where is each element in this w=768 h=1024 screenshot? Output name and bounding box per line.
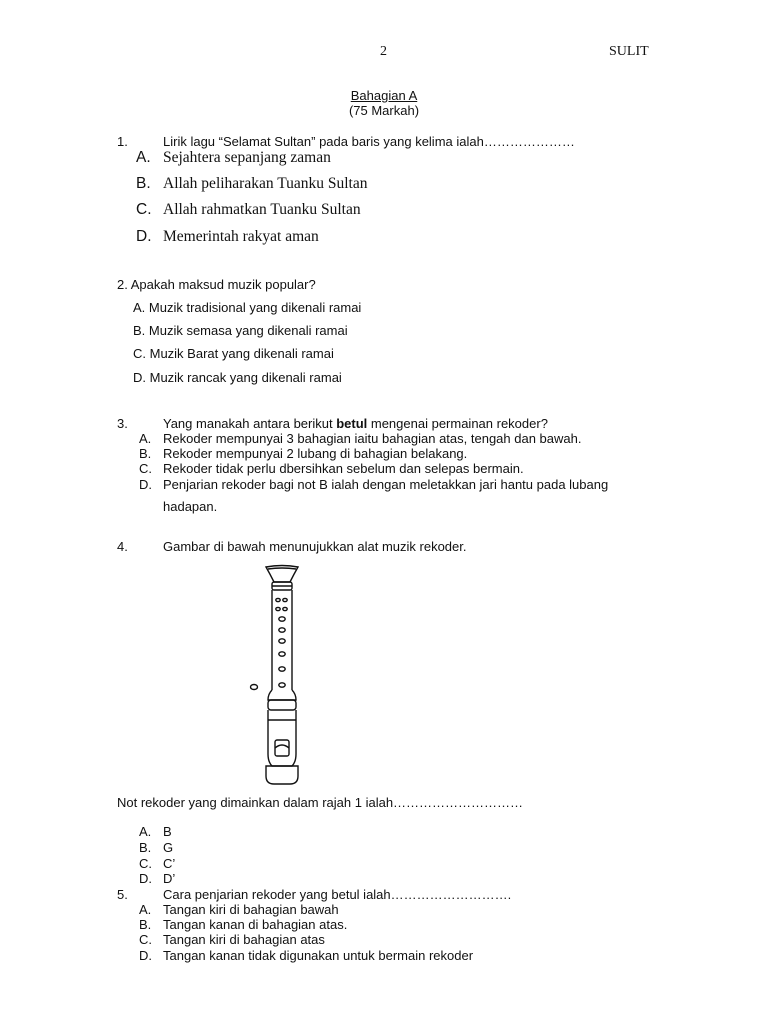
section-marks: (75 Markah): [348, 103, 420, 118]
q2-option-b: B. Muzik semasa yang dikenali ramai: [133, 323, 348, 338]
q4-option-d-letter: D.: [139, 871, 152, 886]
q2-option-a: A. Muzik tradisional yang dikenali ramai: [133, 300, 362, 315]
q3-option-b: Rekoder mempunyai 2 lubang di bahagian belakang.: [163, 446, 468, 461]
q4-option-c: C’: [163, 856, 176, 871]
q4-option-d: D’: [163, 871, 176, 886]
q4-option-b: G: [163, 840, 174, 855]
q5-text: Cara penjarian rekoder yang betul ialah……………………….: [163, 887, 512, 902]
recorder-illustration-icon: [244, 562, 314, 790]
q1-text: Lirik lagu “Selamat Sultan” pada baris yang kelima ialah…………………: [163, 134, 575, 149]
q5-number: 5.: [117, 887, 128, 902]
q1-option-c-letter: C.: [136, 201, 152, 218]
q1-option-c: Allah rahmatkan Tuanku Sultan: [163, 201, 361, 218]
q1-option-b-letter: B.: [136, 175, 151, 192]
q2-option-d: D. Muzik rancak yang dikenali ramai: [133, 370, 342, 385]
q3-number: 3.: [117, 416, 128, 431]
q5-option-d: Tangan kanan tidak digunakan untuk bermain rekoder: [163, 948, 474, 963]
q4-text: Gambar di bawah menunujukkan alat muzik rekoder.: [163, 539, 467, 554]
q1-number: 1.: [117, 134, 128, 149]
q4-number: 4.: [117, 539, 128, 554]
q5-option-b: Tangan kanan di bahagian atas.: [163, 917, 348, 932]
q5-option-a: Tangan kiri di bahagian bawah: [163, 902, 339, 917]
q3-bold-word: betul: [336, 416, 368, 431]
q3-option-c: Rekoder tidak perlu dbersihkan sebelum dan selepas bermain.: [163, 461, 524, 476]
q3-option-a: Rekoder mempunyai 3 bahagian iaitu bahagian atas, tengah dan bawah.: [163, 431, 582, 446]
q4-option-c-letter: C.: [139, 856, 152, 871]
q5-option-a-letter: A.: [139, 902, 152, 917]
q1-option-a-letter: A.: [136, 149, 151, 166]
classification-label: SULIT: [609, 44, 649, 59]
q5-option-d-letter: D.: [139, 948, 152, 963]
page-number: 2: [380, 44, 387, 59]
q3-option-a-letter: A.: [139, 431, 152, 446]
q1-option-d-letter: D.: [136, 228, 152, 245]
q5-option-c-letter: C.: [139, 932, 152, 947]
q3-option-d-continued: hadapan.: [163, 499, 218, 514]
q4-option-a: B: [163, 824, 172, 839]
q1-option-b: Allah peliharakan Tuanku Sultan: [163, 175, 368, 192]
q4-option-a-letter: A.: [139, 824, 152, 839]
q2-option-c: C. Muzik Barat yang dikenali ramai: [133, 346, 334, 361]
q3-text: Yang manakah antara berikut betul mengenai permainan rekoder?: [163, 416, 548, 431]
q3-option-d: Penjarian rekoder bagi not B ialah dengan meletakkan jari hantu pada lubang: [163, 477, 609, 492]
q1-option-d: Memerintah rakyat aman: [163, 228, 319, 245]
q5-option-b-letter: B.: [139, 917, 152, 932]
q4-option-b-letter: B.: [139, 840, 152, 855]
q2-text: 2. Apakah maksud muzik popular?: [117, 277, 316, 292]
q3-option-c-letter: C.: [139, 461, 152, 476]
q4-prompt: Not rekoder yang dimainkan dalam rajah 1 ialah…………………………: [117, 795, 524, 810]
q3-option-d-letter: D.: [139, 477, 152, 492]
q3-option-b-letter: B.: [139, 446, 152, 461]
section-title: Bahagian A: [350, 88, 418, 103]
q5-option-c: Tangan kiri di bahagian atas: [163, 932, 325, 947]
q1-option-a: Sejahtera sepanjang zaman: [163, 149, 331, 166]
